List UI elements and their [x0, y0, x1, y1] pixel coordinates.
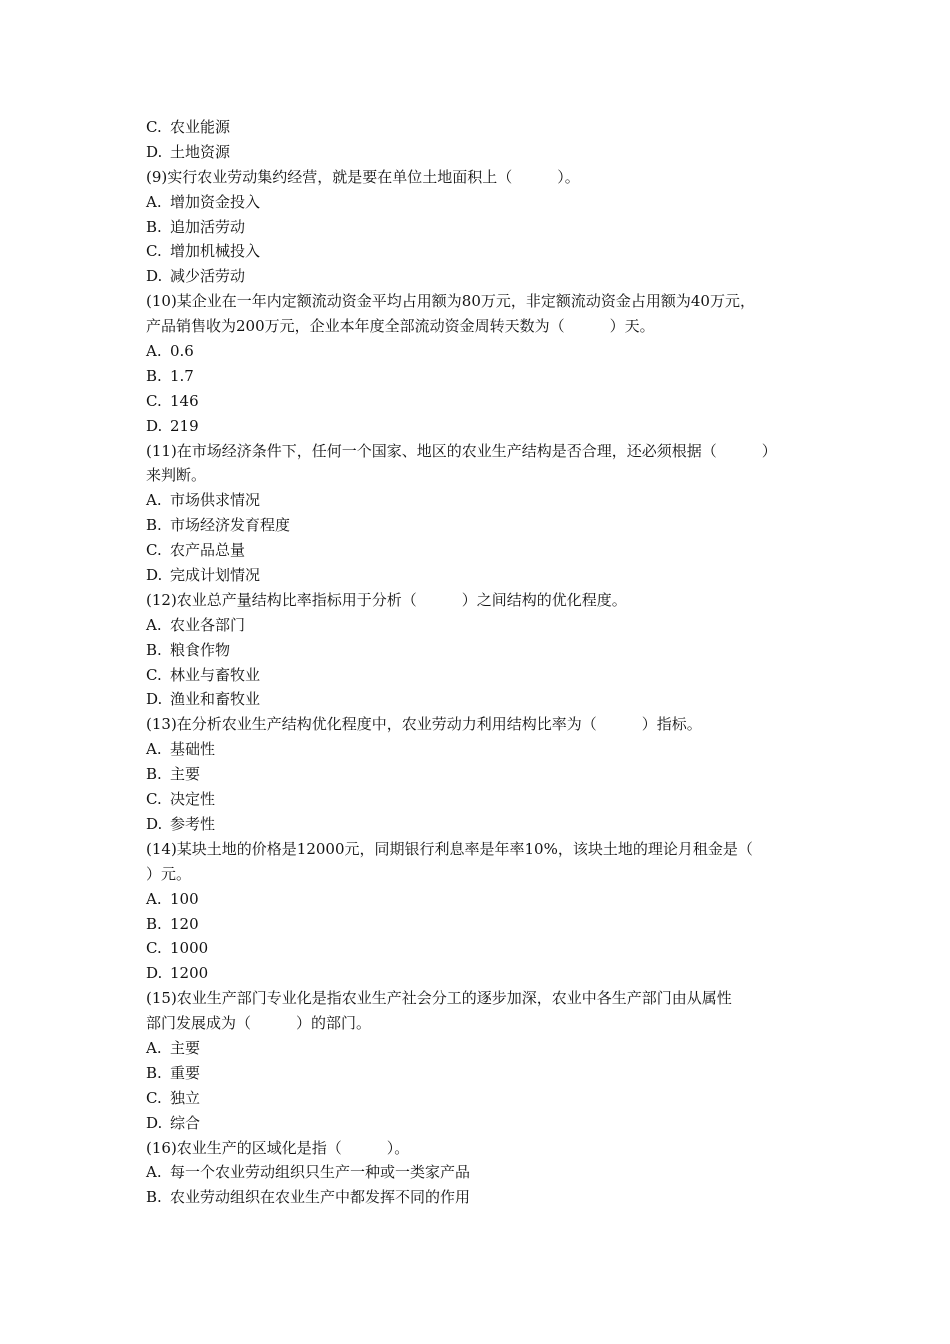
question-stem: (9)实行农业劳动集约经营，就是要在单位土地面积上（ ）。: [146, 167, 580, 186]
option-letter: A.: [146, 1163, 162, 1182]
option-letter: A.: [146, 192, 162, 211]
question-stem: (10)某企业在一年内定额流动资金平均占用额为80万元，非定额流动资金占用额为40万元，: [146, 292, 755, 311]
question-list: [146, 115, 836, 1210]
option-letter: C.: [146, 391, 162, 410]
question-12: [146, 588, 836, 712]
option-d: [146, 1111, 836, 1136]
option-letter: B.: [146, 914, 162, 933]
question-stem-continued: 部门发展成为（ ）的部门。: [146, 1014, 372, 1033]
question-stem: (11)在市场经济条件下，任何一个国家、地区的农业生产结构是否合理，还必须根据（ ）: [146, 441, 777, 460]
option-text: 100: [170, 889, 199, 908]
option-text: 减少活劳动: [170, 267, 246, 286]
option-letter: C.: [146, 665, 162, 684]
option-text: 参考性: [170, 814, 216, 833]
option-text: 主要: [170, 1038, 201, 1057]
option-b: [146, 215, 836, 240]
option-letter: B.: [146, 1188, 162, 1207]
option-text: 农业各部门: [170, 615, 246, 634]
option-text: 农产品总量: [170, 541, 246, 560]
option-c: [146, 1086, 836, 1111]
option-c: [146, 389, 836, 414]
option-letter: C.: [146, 790, 162, 809]
question-stem-continued: 产品销售收为200万元，企业本年度全部流动资金周转天数为（ ）天。: [146, 317, 655, 336]
option-text: 基础性: [170, 740, 216, 759]
option-b: [146, 364, 836, 389]
option-d: [146, 961, 836, 986]
option-text: 1200: [170, 964, 209, 983]
option-letter: B.: [146, 640, 162, 659]
question-stem-continued: ）元。: [146, 864, 192, 883]
option-text: 粮食作物: [170, 640, 231, 659]
question-16: [146, 1136, 836, 1211]
option-text: 林业与畜牧业: [170, 665, 261, 684]
option-text: 土地资源: [170, 142, 231, 161]
option-a: [146, 1036, 836, 1061]
option-letter: D.: [146, 814, 163, 833]
option-letter: B.: [146, 366, 162, 385]
option-text: 追加活劳动: [170, 217, 246, 236]
option-letter: D.: [146, 267, 163, 286]
question-9: [146, 165, 836, 289]
option-text: 增加机械投入: [170, 242, 261, 261]
option-c: [146, 936, 836, 961]
option-d: [146, 414, 836, 439]
option-text: 农业劳动组织在农业生产中都发挥不同的作用: [170, 1188, 471, 1207]
question-stem: (12)农业总产量结构比率指标用于分析（ ）之间结构的优化程度。: [146, 590, 627, 609]
option-d: [146, 687, 836, 712]
option-c: [146, 787, 836, 812]
option-a: [146, 1160, 836, 1185]
option-text: 146: [170, 391, 199, 410]
option-a: [146, 339, 836, 364]
option-letter: B.: [146, 1063, 162, 1082]
option-text: 独立: [170, 1088, 201, 1107]
option-a: [146, 613, 836, 638]
option-letter: A.: [146, 889, 162, 908]
option-text: 219: [170, 416, 199, 435]
option-letter: C.: [146, 118, 162, 136]
option-text: 1000: [170, 939, 209, 958]
option-letter: C.: [146, 242, 162, 261]
option-b: [146, 1185, 836, 1210]
option-text: 完成计划情况: [170, 566, 261, 585]
option-a: [146, 488, 836, 513]
option-letter: A.: [146, 1038, 162, 1057]
option-d: [146, 812, 836, 837]
option-letter: A.: [146, 491, 162, 510]
option-letter: C.: [146, 541, 162, 560]
option-b: [146, 513, 836, 538]
option-letter: A.: [146, 342, 162, 361]
option-a: [146, 887, 836, 912]
option-letter: B.: [146, 765, 162, 784]
question-15: [146, 986, 836, 1135]
option-text: 决定性: [170, 790, 216, 809]
question-stem-continued: 来判断。: [146, 466, 207, 485]
option-c: [146, 538, 836, 563]
option-a: [146, 190, 836, 215]
option-text: 每一个农业劳动组织只生产一种或一类家产品: [170, 1163, 471, 1182]
question-stem: (15)农业生产部门专业化是指农业生产社会分工的逐步加深，农业中各生产部门由从属性: [146, 989, 732, 1008]
option-b: [146, 1061, 836, 1086]
option-letter: B.: [146, 217, 162, 236]
option-text: 综合: [170, 1113, 201, 1132]
option-c: [146, 115, 836, 140]
option-letter: A.: [146, 740, 162, 759]
question-stem: (16)农业生产的区域化是指（ ）。: [146, 1138, 410, 1157]
option-d: [146, 264, 836, 289]
option-text: 市场经济发育程度: [170, 516, 291, 535]
option-c: [146, 239, 836, 264]
option-letter: C.: [146, 1088, 162, 1107]
option-a: [146, 737, 836, 762]
question-10: [146, 289, 836, 438]
option-text: 0.6: [170, 342, 194, 361]
option-letter: B.: [146, 516, 162, 535]
option-text: 120: [170, 914, 199, 933]
option-text: 农业能源: [170, 118, 231, 136]
option-b: [146, 762, 836, 787]
option-text: 渔业和畜牧业: [170, 690, 261, 709]
option-c: [146, 663, 836, 688]
option-b: [146, 912, 836, 937]
option-letter: A.: [146, 615, 162, 634]
option-text: 1.7: [170, 366, 194, 385]
question-14: [146, 837, 836, 986]
option-b: [146, 638, 836, 663]
option-letter: C.: [146, 939, 162, 958]
option-d: [146, 563, 836, 588]
option-text: 主要: [170, 765, 201, 784]
option-letter: D.: [146, 690, 163, 709]
question-13: [146, 712, 836, 836]
option-letter: D.: [146, 416, 163, 435]
option-text: 市场供求情况: [170, 491, 261, 510]
option-letter: D.: [146, 1113, 163, 1132]
option-text: 增加资金投入: [170, 192, 261, 211]
question-11: [146, 439, 836, 588]
question-stem: (14)某块土地的价格是12000元，同期银行利息率是年率10%，该块土地的理论月租金是（: [146, 839, 753, 858]
option-letter: D.: [146, 964, 163, 983]
option-letter: D.: [146, 566, 163, 585]
option-d: [146, 140, 836, 165]
option-text: 重要: [170, 1063, 201, 1082]
question-stem: (13)在分析农业生产结构优化程度中，农业劳动力利用结构比率为（ ）指标。: [146, 715, 702, 734]
option-letter: D.: [146, 142, 163, 161]
